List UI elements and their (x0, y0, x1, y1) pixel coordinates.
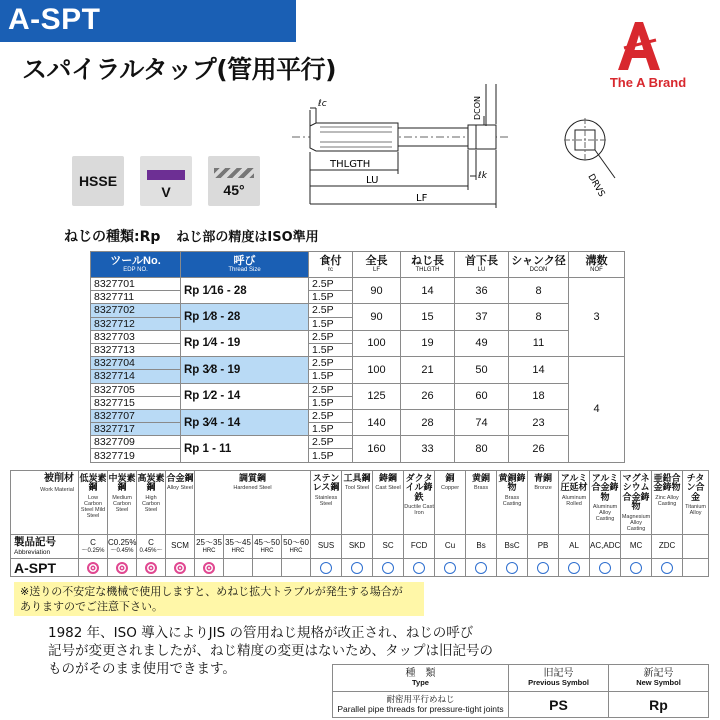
rating-cell (590, 559, 621, 577)
abbr-cell: C0.25% 〜0.45% (108, 535, 137, 559)
double-circle-icon (145, 562, 157, 574)
col-lc: 食付 ℓc (309, 252, 353, 278)
material-column: アルミ圧延材 Aluminum Rolled (559, 471, 590, 535)
dim-drvs: DRVS (585, 172, 607, 199)
lu-cell: 37 (455, 304, 509, 330)
dim-thlgth: THLGTH (330, 159, 371, 170)
sym-new-cell: Rp (609, 692, 709, 718)
material-column: 鋳鋼 Cast Steel (373, 471, 404, 535)
col-thlgth: ねじ長 THLGTH (401, 252, 455, 278)
lf-cell: 90 (353, 304, 401, 330)
dcon-cell: 18 (509, 383, 569, 409)
double-circle-icon (116, 562, 128, 574)
rating-cell (253, 559, 282, 577)
lc-cell: 2.5P (309, 278, 353, 291)
abbr-cell: Bs (466, 535, 497, 559)
double-circle-icon (87, 562, 99, 574)
brand-name: The A Brand (609, 75, 687, 90)
sym-type-cell: 耐密用平行めねじ Parallel pipe threads for pressure-tight joints (333, 692, 509, 718)
material-column: マグネシウム合金鋳物 Magnesium Alloy Casting (621, 471, 652, 535)
rating-cell (528, 559, 559, 577)
lc-cell: 1.5P (309, 423, 353, 436)
thread-cell: Rp 3⁄4 - 14 (181, 409, 309, 435)
lc-cell: 2.5P (309, 357, 353, 370)
rating-cell (311, 559, 342, 577)
rating-cell (559, 559, 590, 577)
dcon-cell: 14 (509, 357, 569, 383)
lc-cell: 2.5P (309, 383, 353, 396)
edp-cell: 8327705 (91, 383, 181, 396)
abbr-cell: 45〜50 HRC (253, 535, 282, 559)
edp-cell: 8327701 (91, 278, 181, 291)
thlgth-cell: 21 (401, 357, 455, 383)
abbr-cell (683, 535, 709, 559)
helix-angle-badge (208, 156, 260, 206)
rating-cell (435, 559, 466, 577)
paragraph-line: 記号が変更されましたが、ねじ精度の変更はないため、タップは旧記号の (48, 643, 493, 660)
material-column: 青銅 Bronze (528, 471, 559, 535)
rating-cell (166, 559, 195, 577)
circle-icon (506, 562, 518, 574)
dcon-cell: 8 (509, 304, 569, 330)
material-column: 工具鋼 Tool Steel (342, 471, 373, 535)
rating-cell (404, 559, 435, 577)
thlgth-cell: 28 (401, 409, 455, 435)
col-edp: ツールNo. EDP NO. (91, 252, 181, 278)
lc-cell: 2.5P (309, 304, 353, 317)
thread-type: ねじの種類:Rp (64, 229, 161, 245)
rating-cell (137, 559, 166, 577)
sym-previous-cell: PS (509, 692, 609, 718)
warning-note (14, 582, 424, 616)
nof-cell: 3 (569, 278, 625, 357)
material-column: チタン合金 Titanium Alloy (683, 471, 709, 535)
tap-dimension-drawing (280, 80, 650, 230)
rating-cell (79, 559, 108, 577)
material-column: 銅 Copper (435, 471, 466, 535)
edp-cell: 8327712 (91, 317, 181, 330)
circle-icon (382, 562, 394, 574)
nof-cell: 4 (569, 357, 625, 463)
hardened-steel-column: 調質鋼 Hardened Steel (195, 471, 311, 535)
lu-cell: 50 (455, 357, 509, 383)
rating-cell (497, 559, 528, 577)
material-badge (72, 156, 124, 206)
thread-cell: Rp 1⁄8 - 28 (181, 304, 309, 330)
material-column: 中炭素鋼 Medium Carbon Steel (108, 471, 137, 535)
circle-icon (320, 562, 332, 574)
warning-line: ※送りの不安定な機械で使用しますと、めねじ拡大トラブルが発生する場合が (20, 585, 403, 598)
thread-cell: Rp 1⁄4 - 19 (181, 330, 309, 356)
circle-icon (444, 562, 456, 574)
edp-cell: 8327707 (91, 409, 181, 422)
material-column: ステンレス鋼 Stainless Steel (311, 471, 342, 535)
material-column: 亜鉛合金鋳物 Zinc Alloy Casting (652, 471, 683, 535)
circle-icon (630, 562, 642, 574)
col-nof: 溝数 NOF (569, 252, 625, 278)
dim-dcon: DCON (473, 95, 482, 120)
paragraph-line: ものがそのまま使用できます。 (48, 661, 236, 678)
edp-cell: 8327704 (91, 357, 181, 370)
thlgth-cell: 14 (401, 278, 455, 304)
circle-icon (599, 562, 611, 574)
spec-table (90, 251, 625, 463)
thread-cell: Rp 1⁄16 - 28 (181, 278, 309, 304)
edp-cell: 8327719 (91, 449, 181, 462)
rating-cell (466, 559, 497, 577)
abbr-cell: AC,ADC (590, 535, 621, 559)
dim-lf: LF (416, 193, 428, 204)
abbr-cell: C 0.45%〜 (137, 535, 166, 559)
abbr-cell: SC (373, 535, 404, 559)
dcon-cell: 8 (509, 278, 569, 304)
coating-badge (140, 156, 192, 206)
circle-icon (413, 562, 425, 574)
lc-cell: 1.5P (309, 370, 353, 383)
dim-lc: ℓc (318, 99, 327, 109)
dcon-cell: 23 (509, 409, 569, 435)
lc-cell: 2.5P (309, 409, 353, 422)
edp-cell: 8327703 (91, 330, 181, 343)
thlgth-cell: 26 (401, 383, 455, 409)
lf-cell: 160 (353, 436, 401, 462)
coating-label: V (161, 184, 171, 200)
work-material-label: 被削材 Work Material (11, 471, 79, 535)
lf-cell: 125 (353, 383, 401, 409)
rating-cell (108, 559, 137, 577)
rating-cell (621, 559, 652, 577)
lf-cell: 90 (353, 278, 401, 304)
abbr-cell: MC (621, 535, 652, 559)
edp-cell: 8327702 (91, 304, 181, 317)
dim-lk: ℓk (478, 171, 487, 181)
material-column: 黄銅鋳物 Brass Casting (497, 471, 528, 535)
abbr-cell: SUS (311, 535, 342, 559)
paragraph-line: 1982 年、ISO 導入によりJIS の管用ねじ規格が改正され、ねじの呼び (48, 625, 474, 641)
abbr-cell: ZDC (652, 535, 683, 559)
abbr-cell: PB (528, 535, 559, 559)
thlgth-cell: 19 (401, 330, 455, 356)
rating-cell (282, 559, 311, 577)
double-circle-icon (174, 562, 186, 574)
rating-cell (342, 559, 373, 577)
warning-line: ありますのでご注意下さい。 (20, 600, 163, 614)
lu-cell: 36 (455, 278, 509, 304)
coating-color-strip (147, 170, 185, 180)
abbr-cell: SKD (342, 535, 373, 559)
thread-cell: Rp 1⁄2 - 14 (181, 383, 309, 409)
product-code: A-SPT (8, 3, 101, 36)
circle-icon (537, 562, 549, 574)
edp-cell: 8327717 (91, 423, 181, 436)
brand-logo-icon (614, 20, 664, 72)
page-title: スパイラルタップ(管用平行) (22, 55, 337, 84)
lu-cell: 80 (455, 436, 509, 462)
material-table (10, 470, 709, 577)
edp-cell: 8327715 (91, 396, 181, 409)
lf-cell: 140 (353, 409, 401, 435)
thread-cell: Rp 1 - 11 (181, 436, 309, 462)
product-code-cell: A-SPT (11, 559, 79, 577)
thread-precision-note: ねじ部の精度はISO準用 (176, 230, 319, 245)
material-column: 合金鋼 Alloy Steel (166, 471, 195, 535)
abbr-cell: Cu (435, 535, 466, 559)
abbr-cell: FCD (404, 535, 435, 559)
lf-cell: 100 (353, 357, 401, 383)
rating-cell (373, 559, 404, 577)
circle-icon (475, 562, 487, 574)
lc-cell: 2.5P (309, 330, 353, 343)
rating-cell (195, 559, 224, 577)
abbr-cell: C 〜0.25% (79, 535, 108, 559)
circle-icon (568, 562, 580, 574)
edp-cell: 8327709 (91, 436, 181, 449)
sym-col-type: 種 類 Type (333, 665, 509, 692)
material-column: アルミ合金鋳物 Aluminum Alloy Casting (590, 471, 621, 535)
abbr-cell: 50〜60 HRC (282, 535, 311, 559)
rating-cell (224, 559, 253, 577)
header-band (0, 0, 296, 42)
lc-cell: 1.5P (309, 396, 353, 409)
dim-lu: LU (366, 175, 379, 186)
material-column: 低炭素鋼 Low Carbon Steel Mild Steel (79, 471, 108, 535)
col-thread: 呼び Thread Size (181, 252, 309, 278)
lc-cell: 2.5P (309, 436, 353, 449)
col-lf: 全長 LF (353, 252, 401, 278)
material-label: HSSE (78, 173, 118, 189)
lu-cell: 60 (455, 383, 509, 409)
lu-cell: 49 (455, 330, 509, 356)
dcon-cell: 11 (509, 330, 569, 356)
thlgth-cell: 33 (401, 436, 455, 462)
rating-cell (652, 559, 683, 577)
thread-spec (64, 226, 319, 246)
edp-cell: 8327713 (91, 343, 181, 356)
double-circle-icon (203, 562, 215, 574)
col-lu: 首下長 LU (455, 252, 509, 278)
abbr-cell: 25〜35 HRC (195, 535, 224, 559)
lc-cell: 1.5P (309, 291, 353, 304)
lc-cell: 1.5P (309, 449, 353, 462)
helix-angle-label: 45° (223, 182, 245, 198)
lf-cell: 100 (353, 330, 401, 356)
material-column: ダクタイル鋳鉄 Ductile Cast Iron (404, 471, 435, 535)
lc-cell: 1.5P (309, 317, 353, 330)
thread-cell: Rp 3⁄8 - 19 (181, 357, 309, 383)
rating-cell (683, 559, 709, 577)
abbr-cell: SCM (166, 535, 195, 559)
thlgth-cell: 15 (401, 304, 455, 330)
helix-hatch-icon (214, 168, 254, 178)
abbr-cell: AL (559, 535, 590, 559)
material-column: 黄銅 Brass (466, 471, 497, 535)
edp-cell: 8327714 (91, 370, 181, 383)
circle-icon (351, 562, 363, 574)
lc-cell: 1.5P (309, 343, 353, 356)
circle-icon (661, 562, 673, 574)
lu-cell: 74 (455, 409, 509, 435)
symbol-table (332, 664, 709, 718)
edp-cell: 8327711 (91, 291, 181, 304)
abbr-cell: BsC (497, 535, 528, 559)
sym-col-new: 新記号 New Symbol (609, 665, 709, 692)
abbreviation-label: 製品記号 Abbreviation (11, 535, 79, 559)
col-dcon: シャンク径 DCON (509, 252, 569, 278)
abbr-cell: 35〜45 HRC (224, 535, 253, 559)
sym-col-previous: 旧記号 Previous Symbol (509, 665, 609, 692)
material-column: 高炭素鋼 High Carbon Steel (137, 471, 166, 535)
dcon-cell: 26 (509, 436, 569, 462)
